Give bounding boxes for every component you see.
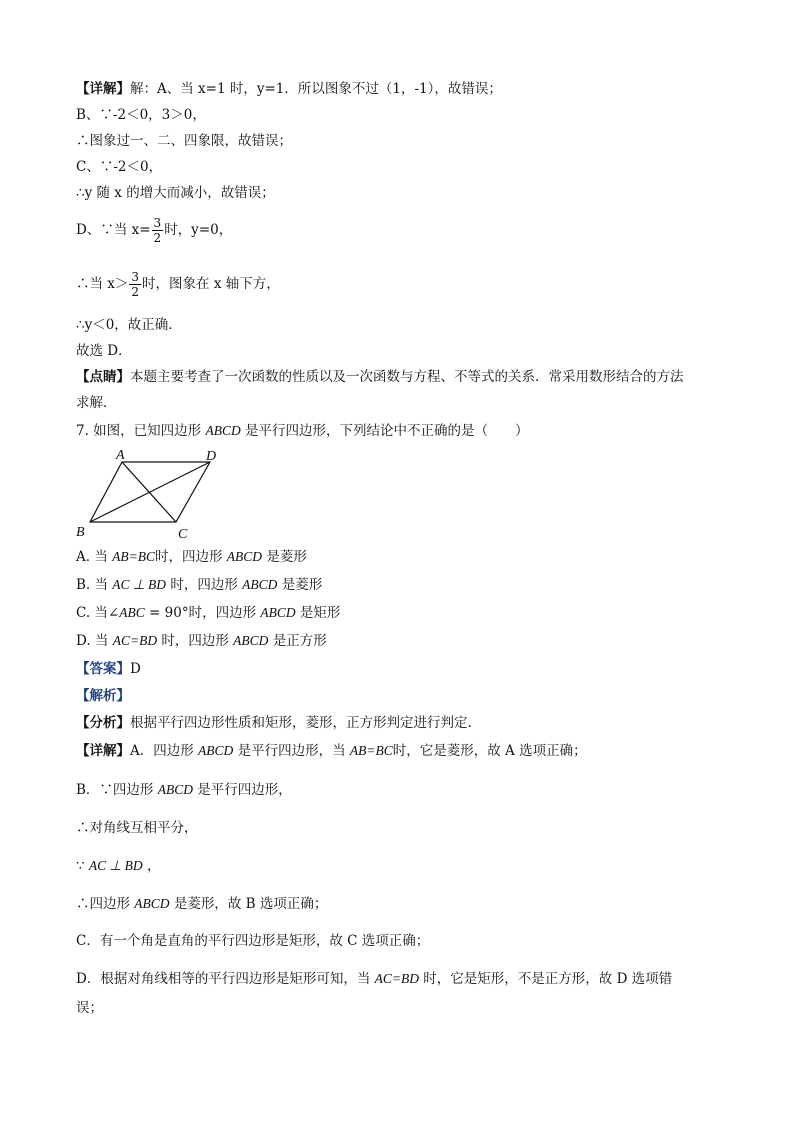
s1-pre: A．四边形 bbox=[130, 743, 199, 759]
d2-text-post: 时，图象在 x 轴下方， bbox=[142, 276, 280, 292]
opt-d-post1: 时，四边形 bbox=[157, 633, 234, 649]
diagonal-bd bbox=[90, 462, 210, 522]
q7-abcd: ABCD bbox=[205, 423, 241, 438]
xiangjie-line bbox=[76, 742, 587, 760]
opt-a-post2: 是菱形 bbox=[262, 549, 307, 565]
opt-d-math: AC=BD bbox=[112, 633, 158, 648]
opt-c-post2: 是矩形 bbox=[295, 605, 341, 621]
dianjing-tag: 【点睛】 bbox=[76, 369, 130, 385]
vertex-label-c: C bbox=[178, 527, 188, 542]
s7-post: 时，它是矩形，不是正方形，故 D 选项错 bbox=[418, 971, 673, 987]
dianjing-line bbox=[76, 368, 684, 386]
s7-pre: D．根据对角线相等的平行四边形是矩形可知，当 bbox=[76, 971, 375, 987]
q7-pre: 7. 如图，已知四边形 bbox=[76, 423, 206, 439]
opt-b-pre: B. 当 bbox=[76, 577, 113, 593]
fraction-three-halves-2 bbox=[129, 270, 141, 299]
choose-d-line: 故选 D． bbox=[76, 343, 132, 359]
opt-c-abcd: ABCD bbox=[260, 605, 296, 620]
detail-a-text: 解：A、当 x=1 时，y=1．所以图象不过（1，-1），故错误； bbox=[130, 81, 502, 97]
opt-a-post1: 时，四边形 bbox=[154, 549, 227, 565]
option-a bbox=[76, 548, 307, 566]
detail-tag: 【详解】 bbox=[76, 81, 130, 97]
opt-c-pre: C. 当∠ bbox=[76, 605, 120, 621]
fenxi-tag: 【分析】 bbox=[76, 715, 130, 731]
d2-text-pre: ∴当 x＞ bbox=[76, 276, 129, 292]
opt-d-pre: D. 当 bbox=[76, 633, 113, 649]
opt-c-mid: = 90°时，四边形 bbox=[144, 605, 261, 621]
solution-b-line-3 bbox=[76, 857, 160, 875]
s7-math: AC=BD bbox=[374, 971, 419, 986]
detail-line-d-2 bbox=[76, 268, 280, 300]
opt-a-math: AB=BC bbox=[112, 549, 155, 564]
fraction-denominator: 2 bbox=[153, 231, 162, 245]
jiexi-line bbox=[76, 687, 130, 705]
solution-b-line-4 bbox=[76, 895, 327, 913]
xiangjie-tag: 【详解】 bbox=[76, 743, 130, 759]
opt-d-abcd: ABCD bbox=[233, 633, 269, 648]
opt-b-post2: 是菱形 bbox=[277, 577, 323, 593]
detail-line-a bbox=[76, 80, 502, 98]
s2-pre: B．∵四边形 bbox=[76, 782, 158, 798]
option-c bbox=[76, 604, 340, 622]
solution-b-line-2: ∴对角线互相平分， bbox=[76, 820, 198, 836]
solution-d-line-2: 误； bbox=[76, 1000, 103, 1016]
option-b bbox=[76, 576, 322, 594]
fraction-three-halves bbox=[152, 216, 164, 245]
opt-b-math: AC ⊥ BD bbox=[112, 577, 167, 592]
s4-math: AC ⊥ BD bbox=[88, 858, 143, 873]
option-d bbox=[76, 632, 327, 650]
s1-post: 时，它是菱形，故 A 选项正确； bbox=[392, 743, 587, 759]
detail-line-c-conclusion: ∴y 随 x 的增大而减小，故错误； bbox=[76, 185, 275, 201]
fraction-numerator: 3 bbox=[153, 216, 162, 230]
answer-tag: 【答案】 bbox=[76, 661, 130, 677]
question-7 bbox=[76, 422, 529, 440]
fraction-denominator: 2 bbox=[131, 285, 140, 299]
s5-pre: ∴四边形 bbox=[76, 896, 135, 912]
fenxi-text: 根据平行四边形性质和矩形，菱形，正方形判定进行判定. bbox=[130, 715, 472, 731]
answer-line bbox=[76, 660, 141, 678]
answer-value: D bbox=[130, 661, 141, 677]
fraction-numerator: 3 bbox=[131, 270, 140, 284]
s1-abcd: ABCD bbox=[198, 743, 234, 758]
s2-post: 是平行四边形， bbox=[192, 782, 292, 798]
opt-d-post2: 是正方形 bbox=[268, 633, 327, 649]
solution-c-line: C．有一个角是直角的平行四边形是矩形，故 C 选项正确； bbox=[76, 933, 430, 949]
opt-c-math: ABC bbox=[119, 605, 145, 620]
s4-pre: ∵ bbox=[76, 858, 89, 874]
d-text-post: 时，y=0， bbox=[164, 222, 233, 238]
opt-b-abcd: ABCD bbox=[242, 577, 278, 592]
s2-abcd: ABCD bbox=[157, 782, 193, 797]
s5-abcd: ABCD bbox=[134, 896, 170, 911]
s4-post: ， bbox=[142, 858, 161, 874]
vertex-label-b: B bbox=[76, 525, 85, 540]
detail-line-c: C、∵-2＜0， bbox=[76, 159, 163, 175]
s5-post: 是菱形，故 B 选项正确； bbox=[169, 896, 328, 912]
parallelogram-figure bbox=[70, 446, 230, 542]
detail-line-b-conclusion: ∴图象过一、二、四象限，故错误； bbox=[76, 133, 292, 149]
s1-math: AB=BC bbox=[349, 743, 393, 758]
opt-b-post1: 时，四边形 bbox=[166, 577, 243, 593]
vertex-label-d: D bbox=[206, 449, 217, 464]
vertex-label-a: A bbox=[116, 448, 125, 463]
detail-line-d-3: ∴y＜0，故正确． bbox=[76, 317, 182, 333]
dianjing-line-2: 求解． bbox=[76, 395, 117, 411]
detail-line-d bbox=[76, 214, 232, 246]
s1-mid: 是平行四边形，当 bbox=[233, 743, 350, 759]
fenxi-line bbox=[76, 714, 472, 732]
opt-a-abcd: ABCD bbox=[226, 549, 263, 564]
detail-line-b: B、∵-2＜0，3＞0， bbox=[76, 107, 206, 123]
jiexi-tag: 【解析】 bbox=[76, 688, 130, 704]
opt-a-pre: A. 当 bbox=[76, 549, 113, 565]
d-text-pre: D、∵当 x= bbox=[76, 222, 151, 238]
q7-post: 是平行四边形，下列结论中不正确的是（ ） bbox=[240, 423, 529, 439]
solution-d-line bbox=[76, 970, 672, 988]
dianjing-text: 本题主要考查了一次函数的性质以及一次函数与方程、不等式的关系．常采用数形结合的方法 bbox=[130, 369, 684, 385]
solution-b-line bbox=[76, 781, 292, 799]
